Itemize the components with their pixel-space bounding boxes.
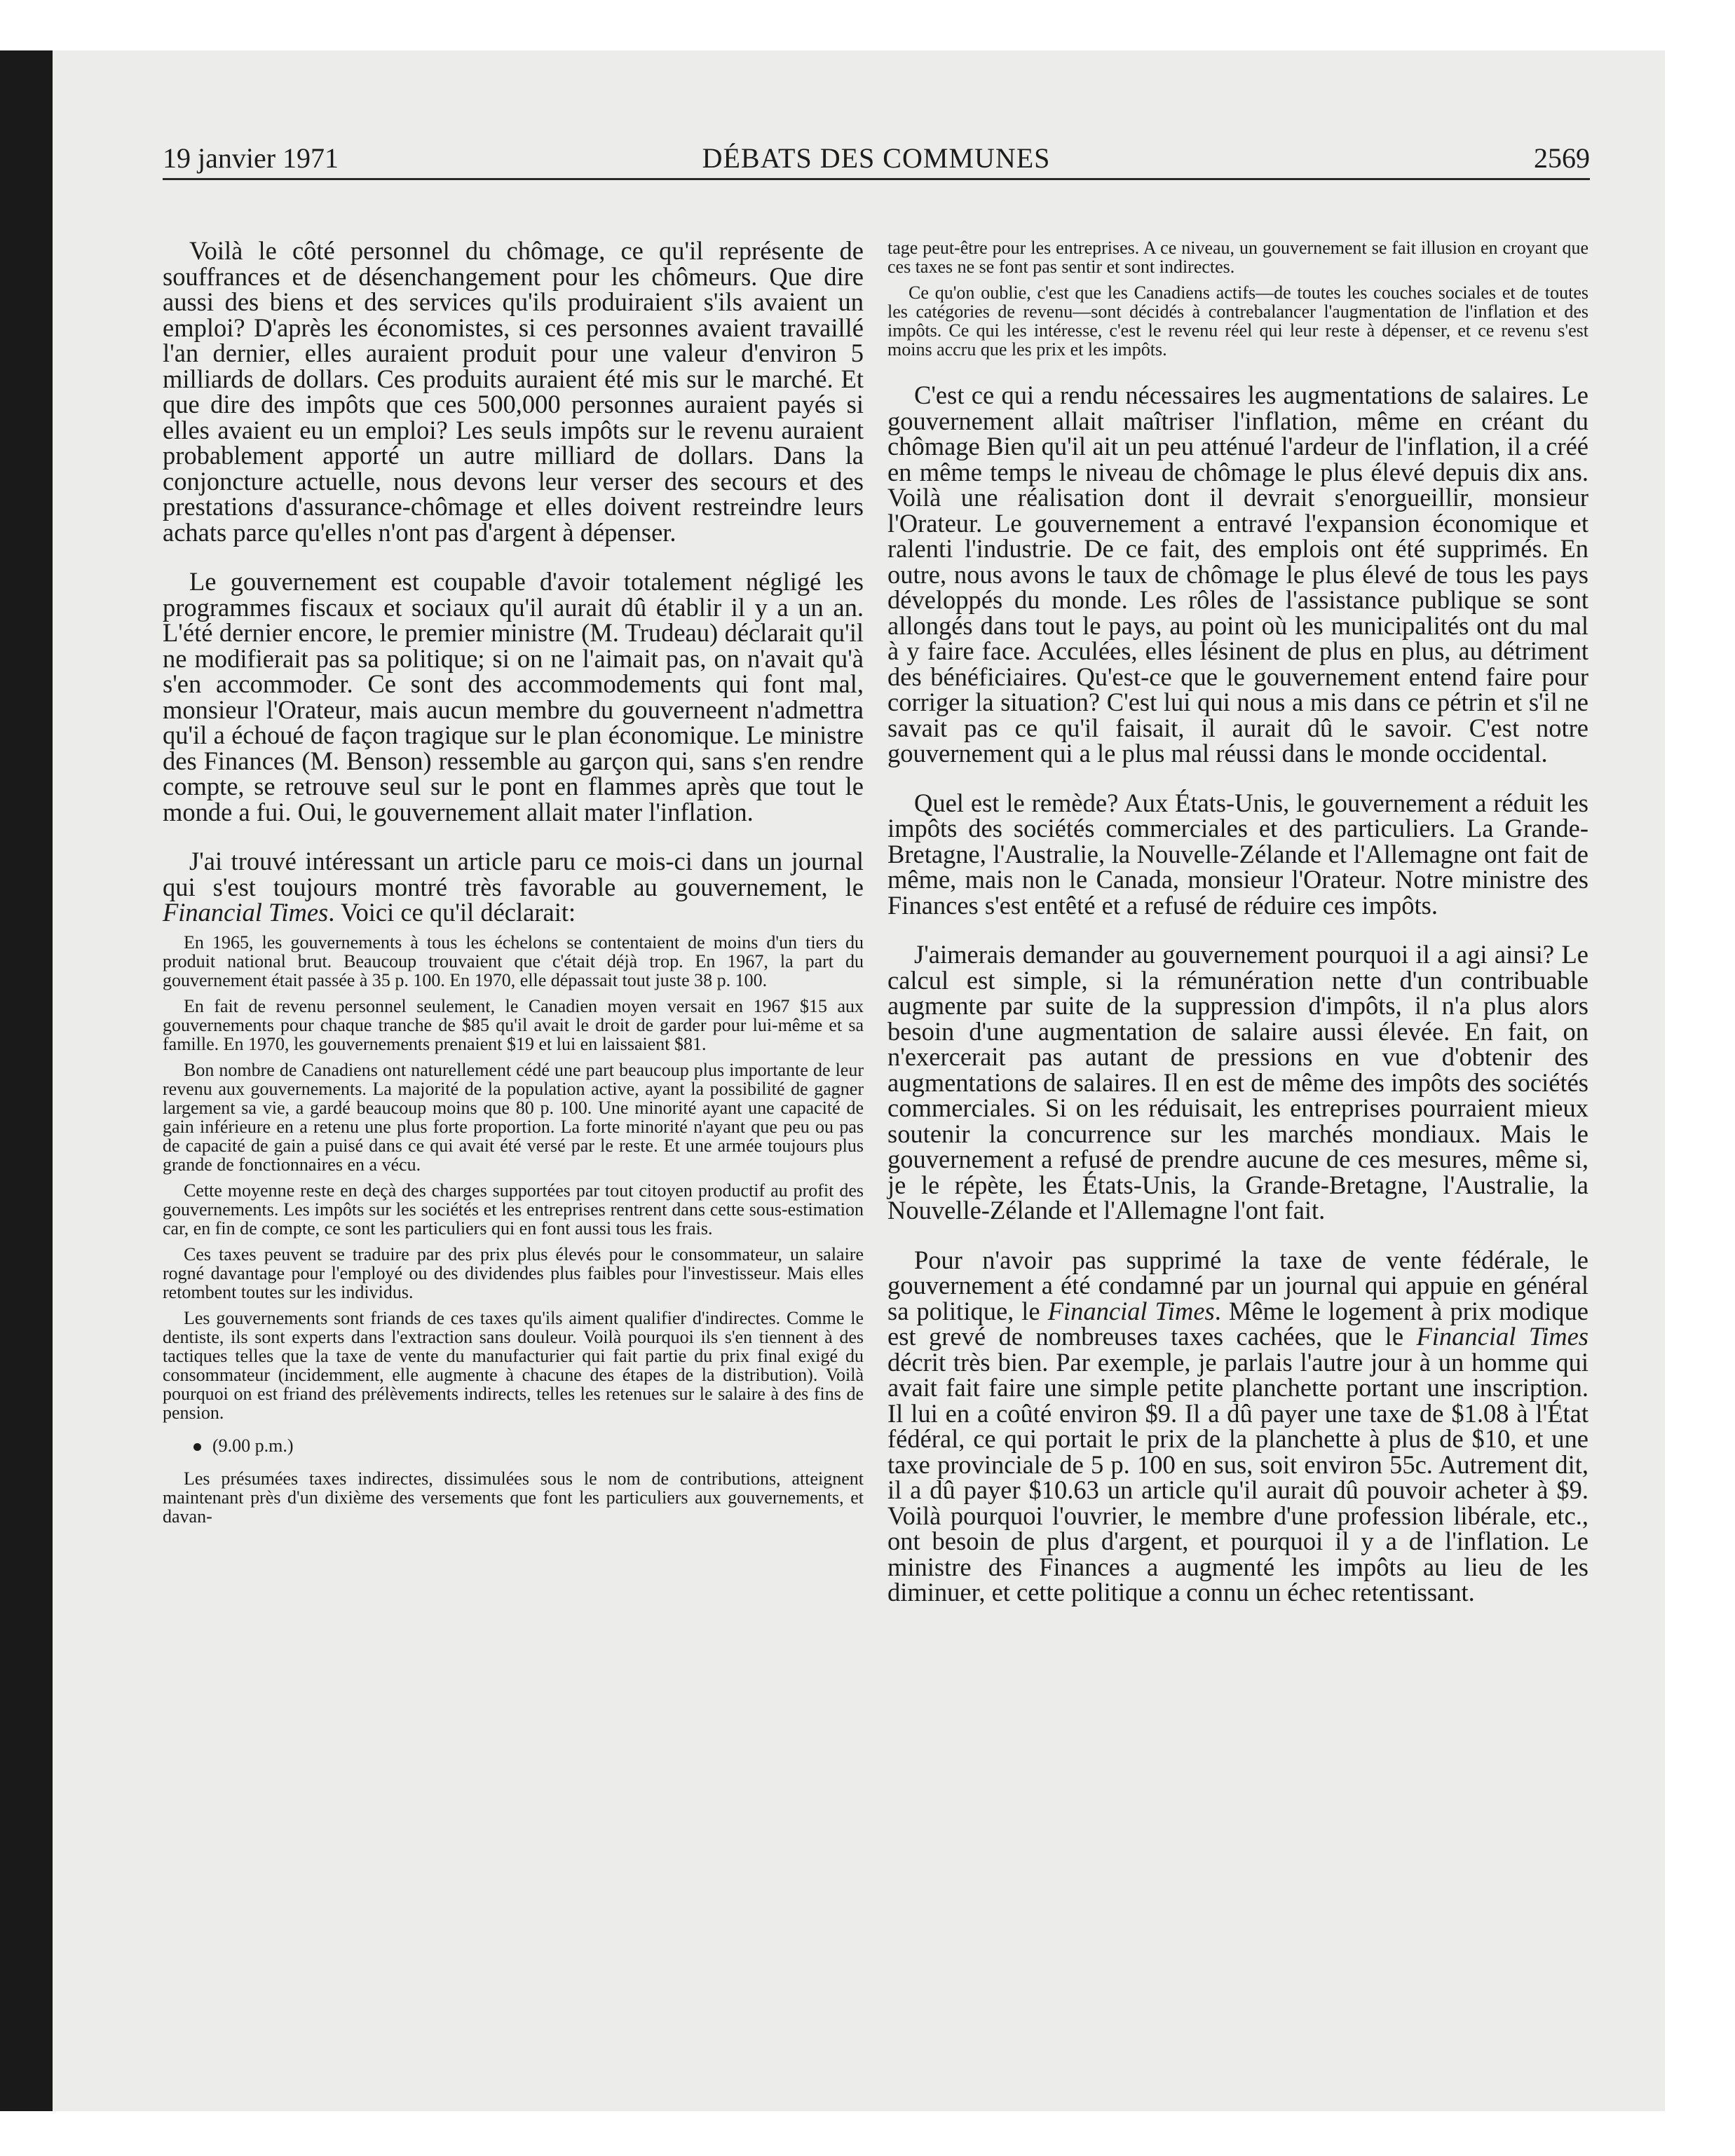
quotation: Les gouvernements sont friands de ces taxes qu'ils aiment qualifier d'indirectes. Comme le dentiste, ils sont experts dans l'extraction sans douleur. Voilà pourquoi ils s'en tiennent à des tactiques telles que la taxe de vente du manufacturier qui fait partie du prix final exigé du consommateur (incidemment, elle augmente à chacune des étapes de la distribution). Voilà pourquoi on est friand des prélèvements indirects, telles les retenues sur le salaire à des fins de pension.	[163, 1307, 864, 1423]
paragraph: J'ai trouvé intéressant un article paru ce mois-ci dans un journal qui s'est toujours montré très favorable au gouvernement, le Financial Times. Voici ce qu'il déclarait:	[163, 847, 864, 927]
quotation: Ce qu'on oublie, c'est que les Canadiens actifs—de toutes les couches sociales et de toutes les catégories de revenu—sont décidés à contrebalancer l'augmentation de l'inflation et des impôts. Ce qui les intéresse, c'est le revenu réel qui leur reste à dépenser, et ce revenu s'est moins accru que les prix et les impôts.	[887, 282, 1588, 360]
paragraph: Voilà le côté personnel du chômage, ce qu'il représente de souffrances et de désenchangement pour les chômeurs. Que dire aussi des biens et des services qu'ils produiraient s'ils avaient un emploi? D'après les économistes, si ces personnes avaient travaillé l'an dernier, elles auraient produit pour une valeur d'environ 5 milliards de dollars. Ces produits auraient été mis sur le marché. Et que dire des impôts que ces 500,000 personnes auraient payés si elles avaient eu un emploi? Les seuls impôts sur le revenu auraient probablement apporté un autre milliard de dollars. Dans la conjoncture actuelle, nous devons leur verser des secours et des prestations d'assurance-chômage et elles doivent restreindre leurs achats parce qu'elles n'ont pas d'argent à dépenser.	[163, 236, 864, 547]
header-title: DÉBATS DES COMMUNES	[702, 142, 1051, 174]
quotation: tage peut-être pour les entreprises. A ce niveau, un gouvernement se fait illusion en croyant que ces taxes ne se font pas sentir et sont indirectes.	[887, 238, 1588, 277]
quotation: Ces taxes peuvent se traduire par des prix plus élevés pour le consommateur, un salaire rogné davantage pour l'employé ou des dividendes plus faibles pour l'investisseur. Mais elles retombent toutes sur les individus.	[163, 1243, 864, 1302]
page-header	[163, 142, 1590, 180]
header-page-number: 2569	[1534, 142, 1590, 174]
quotation: En 1965, les gouvernements à tous les échelons se contentaient de moins d'un tiers du produit national brut. Beaucoup trouvaient que c'était déjà trop. En 1967, la part du gouvernement était passée à 35 p. 100. En 1970, elle dépassait tout juste 38 p. 100.	[163, 932, 864, 990]
newspaper-title: Financial Times	[1047, 1296, 1215, 1325]
paragraph: C'est ce qui a rendu nécessaires les augmentations de salaires. Le gouvernement allait maîtriser l'inflation, même en créant du chômage Bien qu'il ait un peu atténué l'ardeur de l'inflation, il a créé en même temps le niveau de chômage le plus élevé depuis dix ans. Voilà une réalisation dont il devrait s'enorgueillir, monsieur l'Orateur. Le gouvernement a entravé l'expansion économique et ralenti l'industrie. De ce fait, des emplois ont été supprimés. En outre, nous avons le taux de chômage le plus élevé de tous les pays développés du monde. Les rôles de l'assistance publique se sont allongés dans tout le pays, au point où les municipalités ont du mal à y faire face. Acculées, elles lésinent de plus en plus, au détriment des bénéficiaires. Qu'est-ce que le gouvernement entend faire pour corriger la situation? C'est lui qui nous a mis dans ce pétrin et s'il ne savait pas ce qu'il faisait, il aurait dû le savoir. C'est notre gouvernement qui a le plus mal réussi dans le monde occidental.	[887, 381, 1588, 767]
scan-border	[0, 0, 53, 2156]
bullet-icon	[193, 1443, 201, 1451]
paragraph: Quel est le remède? Aux États-Unis, le gouvernement a réduit les impôts des sociétés commerciales et des particuliers. La Grande-Bretagne, l'Australie, la Nouvelle-Zélande et l'Allemagne ont fait de même, mais non le Canada, monsieur l'Orateur. Notre ministre des Finances s'est entêté et a refusé de réduire ces impôts.	[887, 788, 1588, 920]
right-column	[887, 238, 1588, 1606]
paragraph: Pour n'avoir pas supprimé la taxe de vente fédérale, le gouvernement a été condamné par un journal qui appuie en général sa politique, le Financial Times. Même le logement à prix modique est grevé de nombreuses taxes cachées, que le Financial Times décrit très bien. Par exemple, je parlais l'autre jour à un homme qui avait fait faire une simple petite planchette portant une inscription. Il lui en a coûté environ $9. Il a dû payer une taxe de $1.08 à l'État fédéral, ce qui portait le prix de la planchette à plus de $10, et une taxe provinciale de 5 p. 100 en sus, soit environ 55c. Autrement dit, il a dû payer $10.63 un article qu'il aurait dû pouvoir acheter à $9. Voilà pourquoi l'ouvrier, le membre d'une profession libérale, etc., ont besoin de plus d'argent, et pourquoi il y a de l'inflation. Le ministre des Finances a augmenté les impôts au lieu de les diminuer, et cette politique a connu un échec retentissant.	[887, 1245, 1589, 1606]
quotation: Cette moyenne reste en deçà des charges supportées par tout citoyen productif au profit des gouvernements. Les impôts sur les sociétés et les entreprises rentrent dans cette sous-estimation car, en fin de compte, ce sont les particuliers qui en font aussi tous les frais.	[163, 1180, 864, 1239]
quotation: En fait de revenu personnel seulement, le Canadien moyen versait en 1967 $15 aux gouvernements pour chaque tranche de $85 qu'il avait le droit de garder pour lui-même et sa famille. En 1970, les gouvernements prenaient $19 et lui en laissaient $81.	[163, 995, 864, 1054]
paragraph: J'aimerais demander au gouvernement pourquoi il a agi ainsi? Le calcul est simple, si la rémunération nette d'un contribuable augmente par suite de la suppression d'impôts, il n'a plus alors besoin d'une augmentation de salaire aussi élevée. En fait, on n'exercerait pas autant de pressions en vue d'obtenir des augmentations de salaires. Il en est de même des impôts des sociétés commerciales. Si on les réduisait, les entreprises pourraient mieux soutenir la concurrence sur les marchés mondiaux. Mais le gouvernement a refusé de prendre aucune de ces mesures, même si, je le répète, les États-Unis, la Grande-Bretagne, l'Australie, la Nouvelle-Zélande et l'Allemagne l'ont fait.	[887, 940, 1588, 1224]
newspaper-title: Financial Times	[1416, 1322, 1589, 1351]
quotation: Bon nombre de Canadiens ont naturellement cédé une part beaucoup plus importante de leur revenu aux gouvernements. La majorité de la population active, ayant la possibilité de gagner largement sa vie, a gardé beaucoup moins que 80 p. 100. Une minorité ayant une capacité de gain inférieure en a retenu une plus forte proportion. La forte minorité n'ayant que peu ou pas de capacité de gain a puisé dans ce qui avait été versé par le reste. Et une armée toujours plus grande de fonctionnaires en a vécu.	[163, 1059, 864, 1175]
newspaper-title: Financial Times	[163, 898, 329, 927]
left-column	[163, 238, 864, 1526]
quotation: Les présumées taxes indirectes, dissimulées sous le nom de contributions, atteignent maintenant près d'un dixième des versements que font les particuliers aux gouvernements, et davan-	[163, 1468, 864, 1527]
header-date: 19 janvier 1971	[163, 142, 339, 174]
paragraph: Le gouvernement est coupable d'avoir totalement négligé les programmes fiscaux et sociaux qu'il aurait dû établir il y a un an. L'été dernier encore, le premier ministre (M. Trudeau) déclarait qu'il ne modifierait pas sa politique; si on ne l'aimait pas, on n'avait qu'à s'en accommoder. Ce sont des accommodements qui font mal, monsieur l'Orateur, mais aucun membre du gouverneent n'admettra qu'il a échoué de façon tragique sur le plan économique. Le ministre des Finances (M. Benson) ressemble au garçon qui, sans s'en rendre compte, se retrouve seul sur le pont en flammes après que tout le monde a fui. Oui, le gouvernement allait mater l'inflation.	[163, 567, 864, 826]
time-marker: (9.00 p.m.)	[163, 1436, 864, 1455]
